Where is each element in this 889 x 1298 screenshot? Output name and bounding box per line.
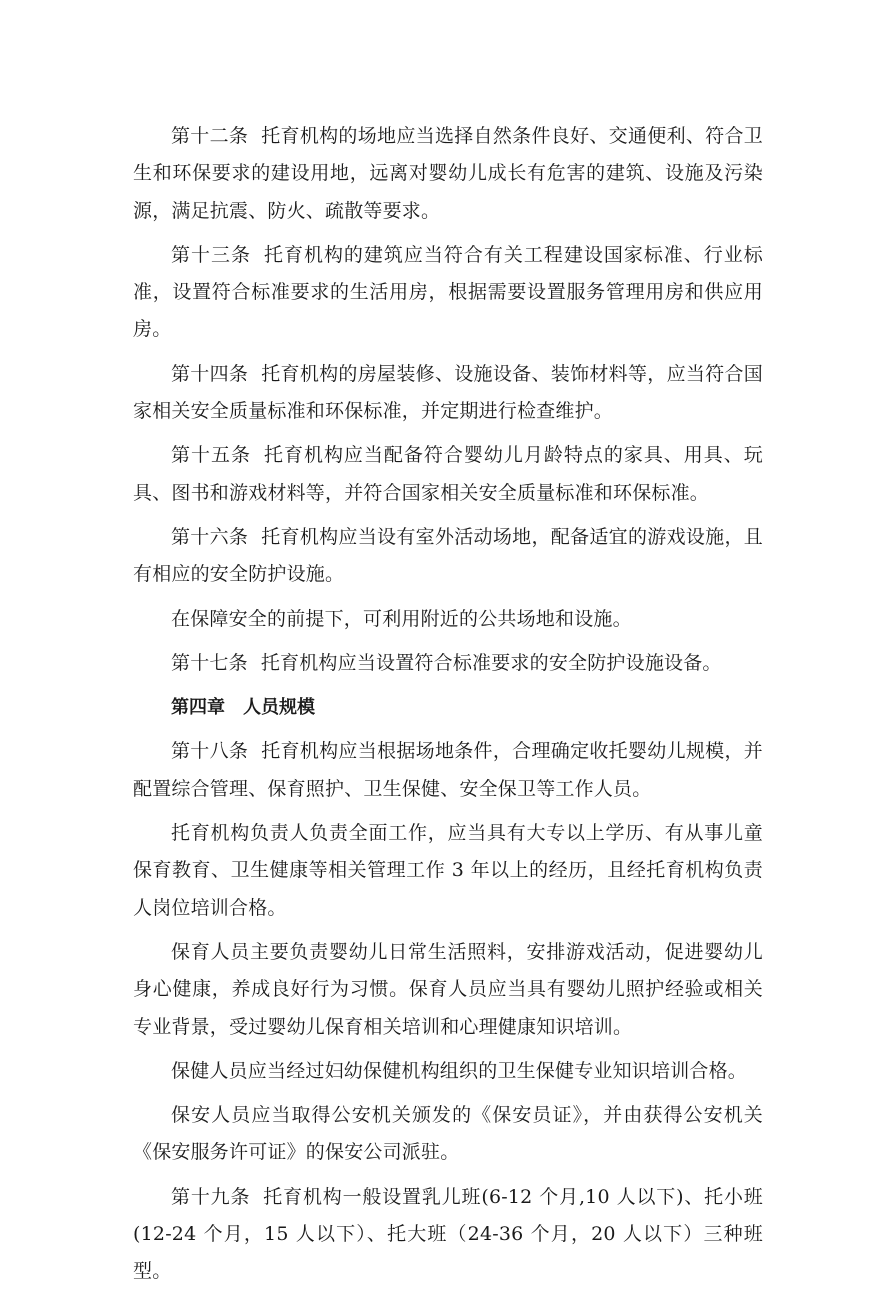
document-body: [133, 118, 763, 1298]
article-number: 第十七条: [171, 651, 248, 674]
article-number: 第十五条: [171, 444, 251, 467]
paragraph-text: 保健人员应当经过妇幼保健机构组织的卫生保健专业知识培训合格。: [171, 1059, 748, 1082]
paragraph-article-13: [133, 237, 763, 349]
article-number: 第十六条: [171, 525, 249, 548]
paragraph-health-staff-requirements: [133, 1053, 763, 1090]
paragraph-text: 托育机构的建筑应当符合有关工程建设国家标准、行业标准，设置符合标准要求的生活用房，根据需要设置服务管理用房和供应用房。: [133, 243, 763, 341]
paragraph-article-15: [133, 437, 763, 512]
article-number: 第十九条: [171, 1185, 251, 1208]
paragraph-text: 保安人员应当取得公安机关颁发的《保安员证》，并由获得公安机关《保安服务许可证》的保安公司派驻。: [133, 1104, 763, 1164]
article-number: 第十八条: [171, 740, 249, 763]
article-number: 第十四条: [171, 362, 249, 385]
paragraph-article-16-supplement: [133, 601, 763, 638]
chapter-heading: 第四章 人员规模: [171, 697, 315, 719]
paragraph-text: 托育机构应当设有室外活动场地，配备适宜的游戏设施，且有相应的安全防护设施。: [133, 525, 763, 586]
paragraph-article-12: [133, 118, 763, 230]
paragraph-security-staff-requirements: [133, 1097, 763, 1172]
paragraph-text: 托育机构一般设置乳儿班(6-12 个月,10 人以下)、托小班(12-24 个月，15 人以下）、托大班（24-36 个月，20 人以下）三种班型。: [133, 1185, 763, 1283]
article-number: 第十三条: [171, 243, 251, 266]
paragraph-text: 托育机构应当设置符合标准要求的安全防护设施设备。: [260, 651, 722, 674]
paragraph-text: 保育人员主要负责婴幼儿日常生活照料，安排游戏活动，促进婴幼儿身心健康，养成良好行为习惯。保育人员应当具有婴幼儿照护经验或相关专业背景，受过婴幼儿保育相关培训和心理健康知识培训。: [133, 940, 763, 1038]
paragraph-text: 托育机构应当配备符合婴幼儿月龄特点的家具、用具、玩具、图书和游戏材料等，并符合国家相关安全质量标准和环保标准。: [133, 444, 763, 504]
paragraph-article-19: [133, 1179, 763, 1291]
paragraph-director-requirements: [133, 815, 763, 927]
paragraph-text: 托育机构应当根据场地条件，合理确定收托婴幼儿规模，并配置综合管理、保育照护、卫生保健、安全保卫等工作人员。: [133, 740, 763, 800]
paragraph-article-14: [133, 356, 763, 431]
paragraph-article-18: [133, 733, 763, 808]
article-number: 第十二条: [171, 125, 249, 147]
paragraph-article-16: [133, 519, 763, 594]
paragraph-text: 托育机构负责人负责全面工作，应当具有大专以上学历、有从事儿童保育教育、卫生健康等相关管理工作 3 年以上的经历，且经托育机构负责人岗位培训合格。: [133, 822, 763, 919]
paragraph-text: 在保障安全的前提下，可利用附近的公共场地和设施。: [171, 607, 632, 630]
paragraph-text: 托育机构的场地应当选择自然条件良好、交通便利、符合卫生和环保要求的建设用地，远离对婴幼儿成长有危害的建筑、设施及污染源，满足抗震、防火、疏散等要求。: [133, 125, 763, 222]
paragraph-text: 托育机构的房屋装修、设施设备、装饰材料等，应当符合国家相关安全质量标准和环保标准，并定期进行检查维护。: [133, 362, 763, 423]
paragraph-caregiver-requirements: [133, 934, 763, 1046]
paragraph-article-17: [133, 645, 763, 682]
